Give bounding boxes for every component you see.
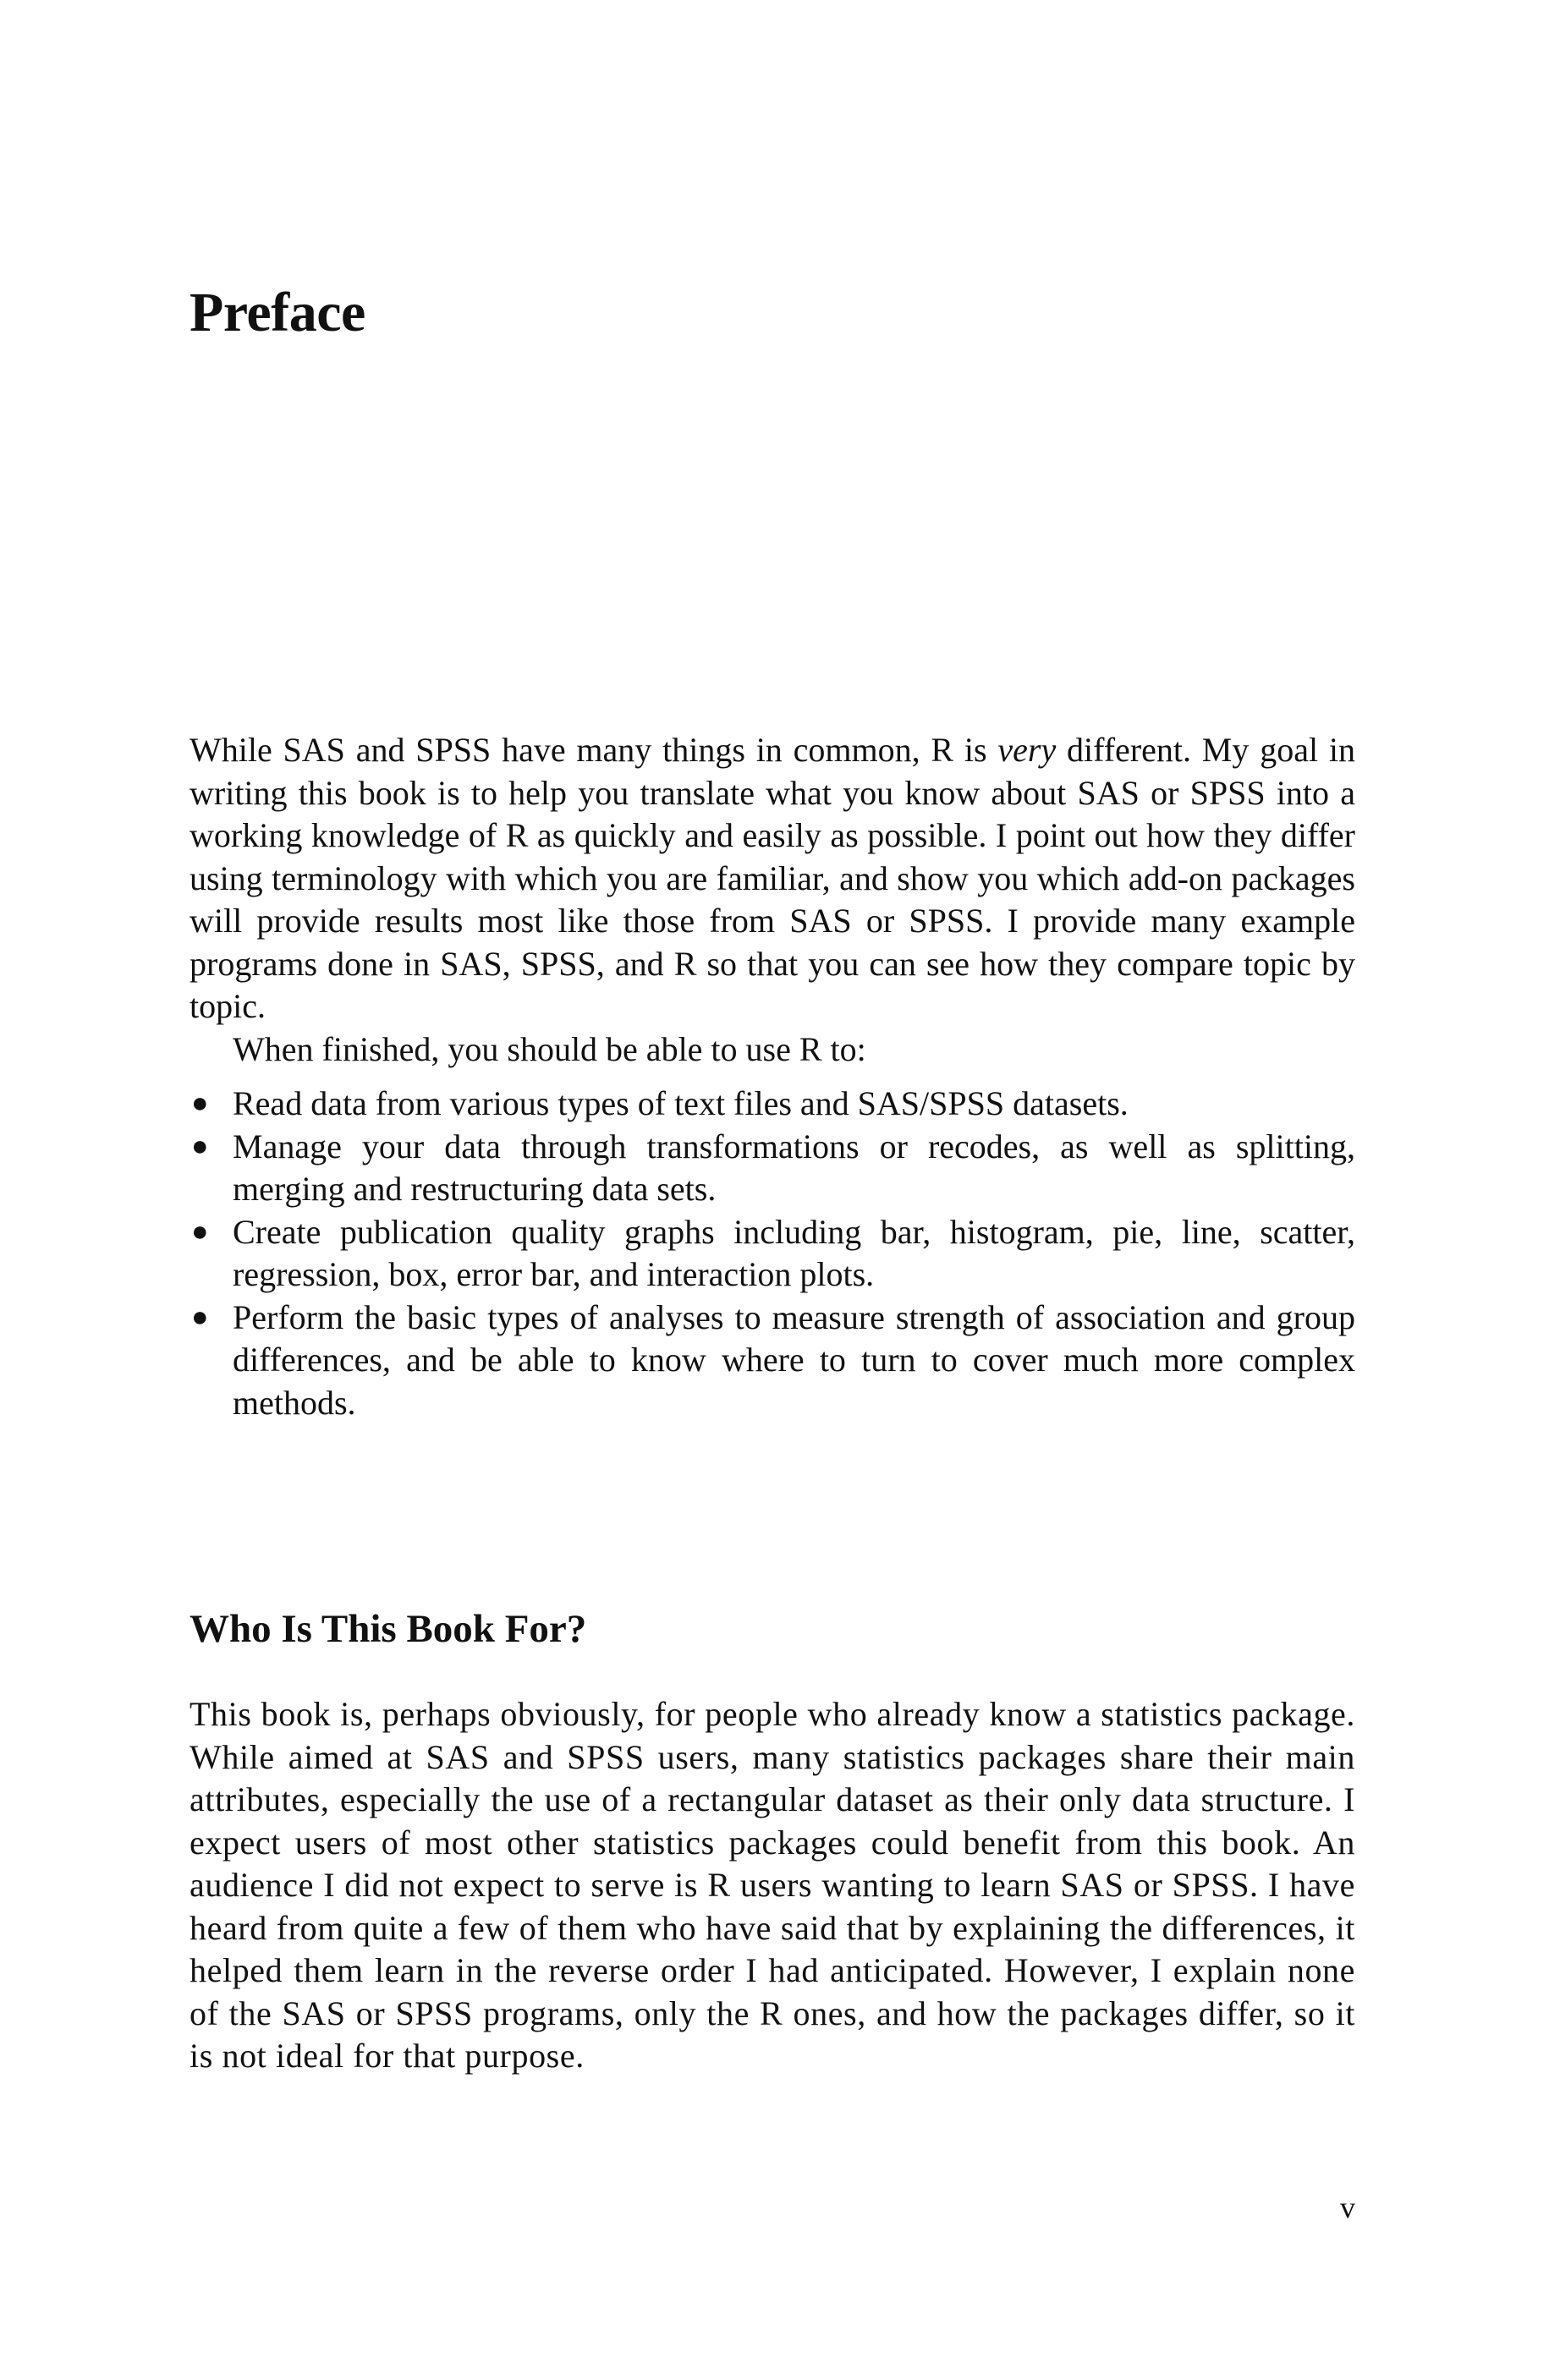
emphasis-very: very [997,731,1057,769]
bullet-icon: ● [191,1301,209,1333]
intro-paragraph-1 [190,729,1355,1028]
list-item [190,1126,1355,1211]
intro-paragraph-2: When finished, you should be able to use R to: [233,1029,866,1068]
list-item-text: Perform the basic types of analyses to measure strength of association and group differences, and be able to know where to turn to cover much more complex methods. [233,1297,1355,1422]
page-number: v [1340,2191,1355,2224]
chapter-title: Preface [190,282,365,343]
section-text [190,1693,1355,2078]
list-item [190,1297,1355,1425]
section-paragraph: This book is, perhaps obviously, for people who already know a statistics package. While aimed at SAS and SPSS users, many statistics packages share their main attributes, especially the use of a rectangular dataset as their only data structure. I expect users of most other statistics packages could benefit from this book. An audience I did not expect to serve is R users wanting to learn SAS or SPSS. I have heard from quite a few of them who have said that by explaining the differences, it helped them learn in the reverse order I had anticipated. However, I explain none of the SAS or SPSS programs, only the R ones, and how the packages differ, so it is not ideal for that purpose. [190,1695,1355,2075]
bullet-icon: ● [191,1215,209,1248]
list-item-text: Manage your data through transformations or recodes, as well as splitting, merging and restructuring data sets. [233,1127,1355,1208]
list-item [190,1083,1355,1126]
bullet-icon: ● [191,1088,209,1119]
list-item [190,1211,1355,1297]
bullet-icon: ● [191,1130,209,1162]
intro-text [190,729,1355,1424]
list-item-text: Create publication quality graphs including bar, histogram, pie, line, scatter, regression, box, error bar, and interaction plots. [233,1212,1355,1293]
list-item-text: Read data from various types of text files and SAS/SPSS datasets. [233,1084,1129,1122]
goals-list [190,1083,1355,1424]
intro-paragraph-1-start: While SAS and SPSS have many things in common, R is [190,731,998,769]
section-heading: Who Is This Book For? [190,1607,587,1651]
intro-paragraph-1-end: different. My goal in writing this book is to help you translate what you know about SAS or SPSS into a working knowledge of R as quickly and easily as possible. I point out how they differ using terminology with which you are familiar, and show you which add-on packages will provide results most like those from SAS or SPSS. I provide many example programs done in SAS, SPSS, and R so that you can see how they compare topic by topic. [190,731,1355,1025]
